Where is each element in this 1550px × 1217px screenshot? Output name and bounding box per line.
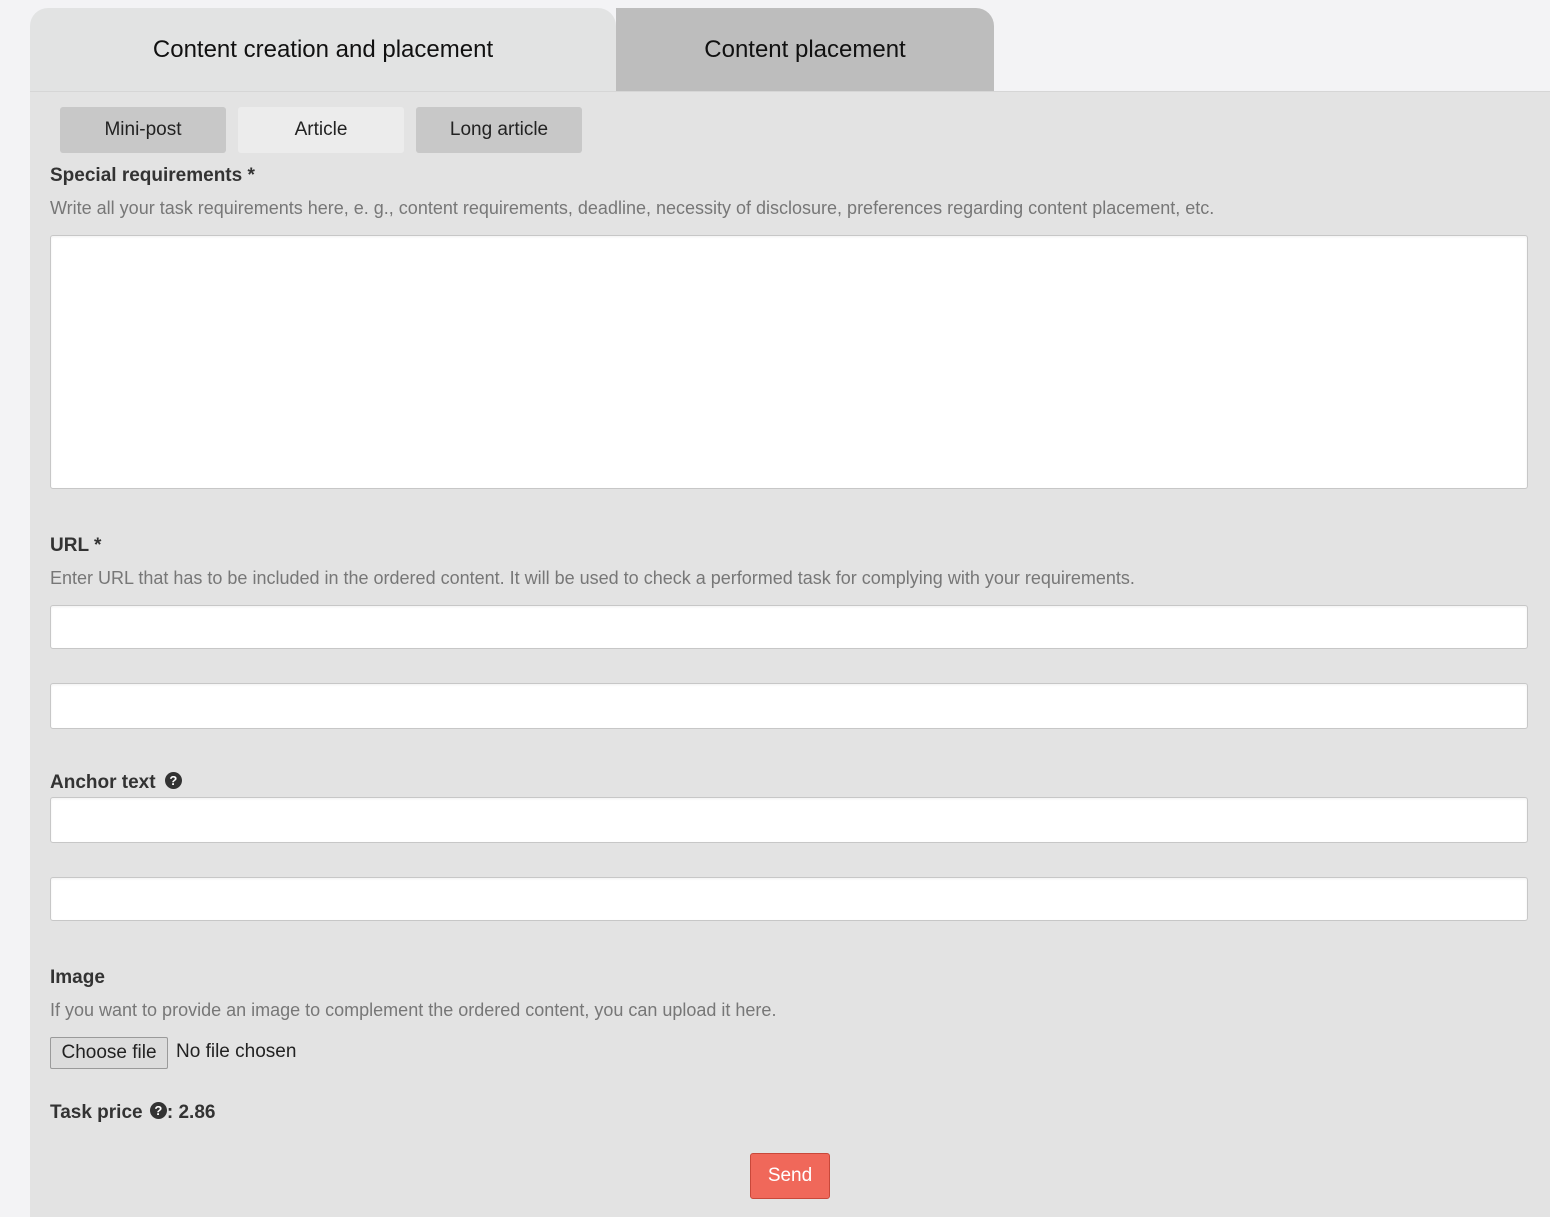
task-price-value: 2.86 xyxy=(178,1102,216,1123)
url-input-2[interactable] xyxy=(50,683,1528,729)
image-label: Image xyxy=(50,967,105,988)
subtab-long-article[interactable] xyxy=(416,107,582,153)
subtab-mini-post[interactable] xyxy=(60,107,226,153)
choose-file-button[interactable]: Choose file xyxy=(50,1037,168,1069)
task-price-separator: : xyxy=(166,1102,179,1123)
image-help: If you want to provide an image to complement the ordered content, you can upload it here. xyxy=(50,1000,777,1020)
subtab-article[interactable] xyxy=(238,107,404,153)
special-requirements-textarea[interactable] xyxy=(50,235,1528,489)
anchor-text-label xyxy=(50,772,182,794)
url-input-1[interactable] xyxy=(50,605,1528,649)
special-requirements-label: Special requirements * xyxy=(50,165,255,186)
send-button[interactable]: Send xyxy=(750,1153,830,1199)
anchor-text-input-1[interactable] xyxy=(50,797,1528,843)
task-price-label: Task price xyxy=(50,1102,143,1123)
question-circle-icon[interactable]: ? xyxy=(165,772,182,789)
subtab-label: Mini-post xyxy=(104,119,182,140)
question-circle-icon[interactable]: ? xyxy=(150,1102,167,1119)
task-price xyxy=(50,1102,215,1124)
file-status: No file chosen xyxy=(176,1041,297,1062)
special-requirements-help: Write all your task requirements here, e. g., content requirements, deadline, necessity of disclosure, preferences regarding content placement, etc. xyxy=(50,198,1215,218)
subtab-label: Long article xyxy=(449,119,549,140)
tab-label: Content creation and placement xyxy=(152,36,494,63)
form-panel xyxy=(30,91,1550,1217)
anchor-text-input-2[interactable] xyxy=(50,877,1528,921)
url-label: URL * xyxy=(50,535,102,556)
url-help: Enter URL that has to be included in the ordered content. It will be used to check a performed task for complying with your requirements. xyxy=(50,568,1135,588)
tab-label: Content placement xyxy=(704,36,906,63)
tab-content-creation-and-placement[interactable] xyxy=(30,8,616,92)
anchor-text-label-text: Anchor text xyxy=(50,772,156,793)
subtab-label: Article xyxy=(294,119,348,140)
tab-content-placement[interactable] xyxy=(616,8,994,92)
